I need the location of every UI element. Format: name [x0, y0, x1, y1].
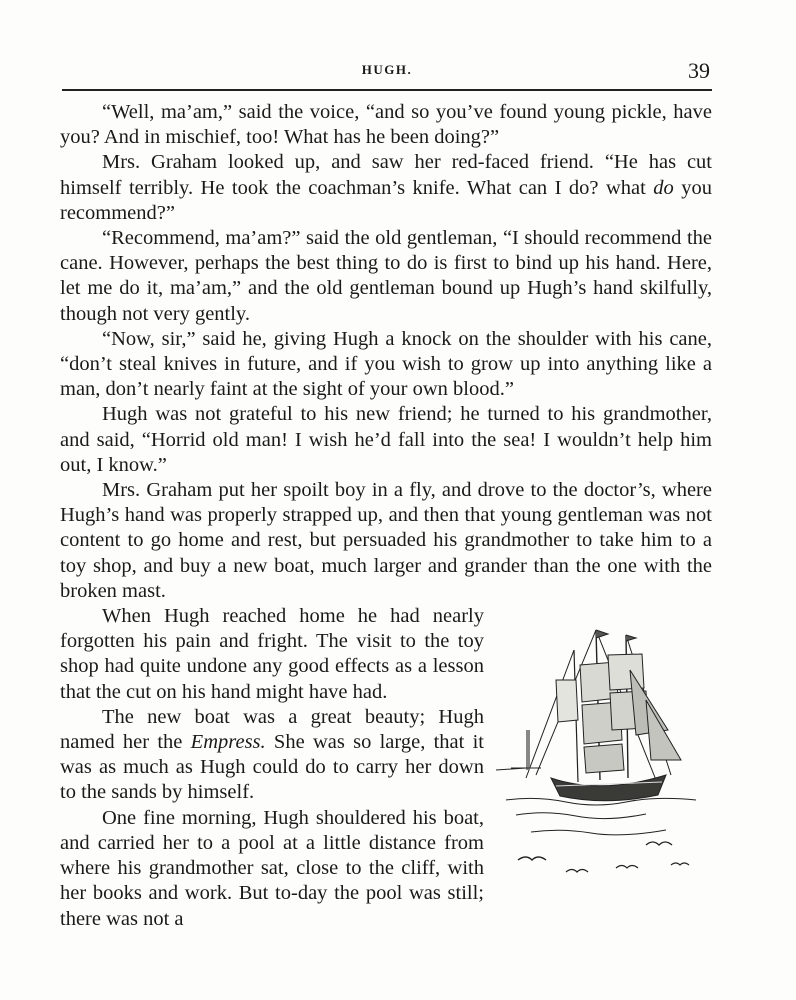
body-text [60, 100, 712, 932]
header-rule [62, 89, 712, 91]
paragraph-4: “Now, sir,” said he, giving Hugh a knock on the shoulder with his cane, “don’t steal knives in future, and if you wish to grow up into anything like a man, don’t nearly faint at the sight of your own blood.” [60, 327, 712, 401]
sailing-ship-icon [496, 610, 716, 887]
paragraph-2: Mrs. Graham looked up, and saw her red-faced friend. “He has cut himself terribly. He took the coachman’s knife. What can I do? what do you recommend?” [60, 151, 712, 224]
paragraph-5: Hugh was not grateful to his new friend; he turned to his grandmother, and said, “Horrid old man! I wish he’d fall into the sea! I wouldn’t help him out, I know.” [60, 403, 712, 476]
ship-illustration-container [496, 610, 716, 887]
page-header [62, 58, 712, 88]
emphasis-empress: Empress. [190, 731, 266, 754]
paragraph-6: Mrs. Graham put her spoilt boy in a fly, and drove to the doctor’s, where Hugh’s hand was properly strapped up, and then that young gentleman was not content to go home and rest, but persuaded his grandmother to take him to a toy shop, and buy a new boat, much larger and grander than the one with the broken mast. [60, 479, 712, 602]
running-title: HUGH. [361, 62, 413, 77]
emphasis-do: do [653, 176, 674, 199]
page-number: 39 [688, 58, 710, 83]
paragraph-8: The new boat was a great beauty; Hugh named her the Empress. She was so large, that it was as much as Hugh could do to carry her down to the sands by himself. [60, 705, 484, 804]
paragraph-3: “Recommend, ma’am?” said the old gentleman, “I should recommend the cane. However, perhaps the best thing to do is first to bind up his hand. Here, let me do it, ma’am,” and the old gentleman bound up Hugh’s hand skilfully, though not very gently. [60, 227, 712, 325]
paragraph-7: When Hugh reached home he had nearly forgotten his pain and fright. The visit to the toy shop had quite undone any good effects as a lesson that the cut on his hand might have had. [60, 605, 484, 703]
paragraph-1: “Well, ma’am,” said the voice, “and so you’ve found young pickle, have you? And in mischief, too! What has he been doing?” [60, 101, 712, 149]
paragraph-9: One fine morning, Hugh shouldered his boat, and carried her to a pool at a little distance from where his grandmother sat, close to the cliff, with her books and work. But to-day the pool was still; there was not a [60, 806, 484, 930]
